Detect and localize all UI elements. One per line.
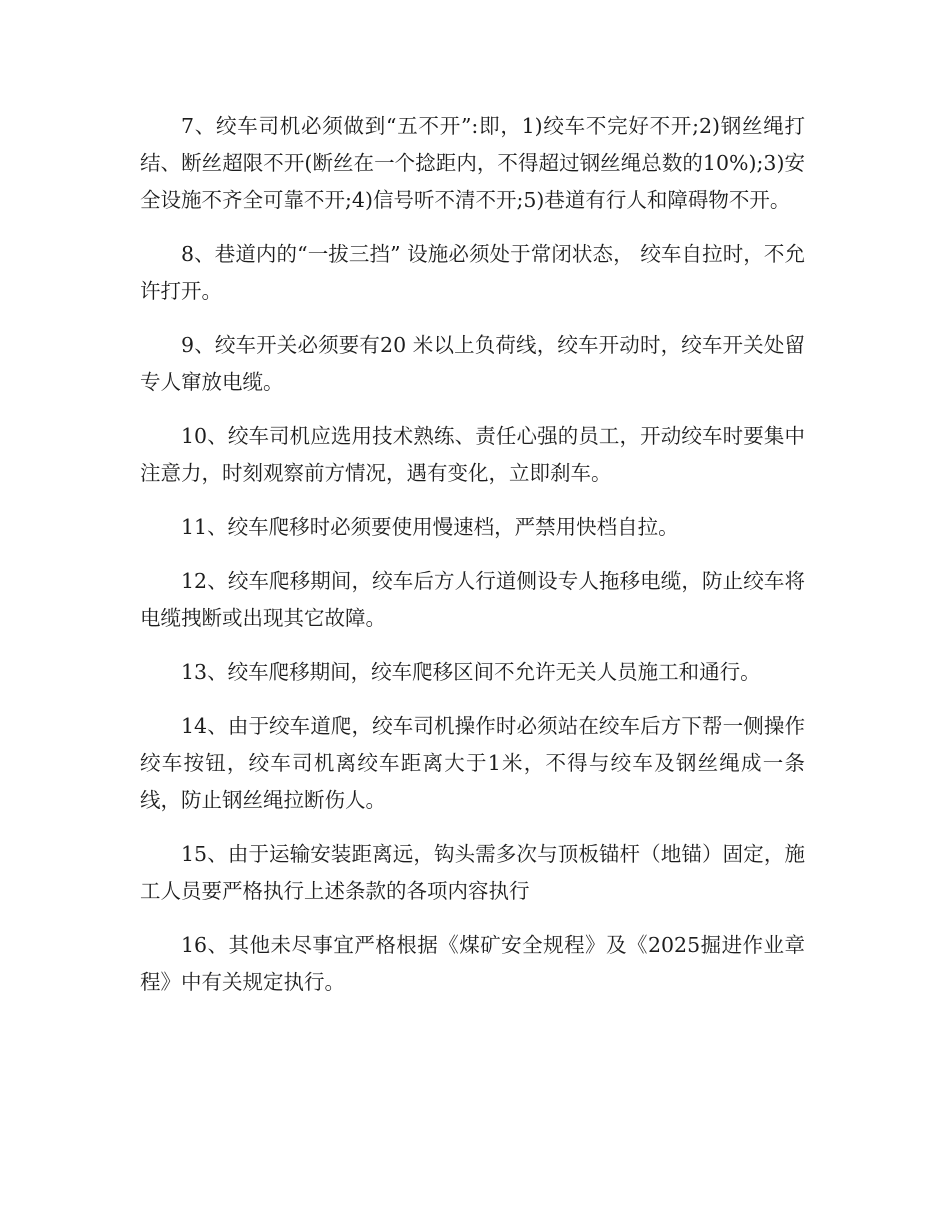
document-body [140, 108, 805, 1018]
paragraph-item-14: 14、由于绞车道爬，绞车司机操作时必须站在绞车后方下帮一侧操作绞车按钮，绞车司机离绞车距离大于1米，不得与绞车及钢丝绳成一条线，防止钢丝绳拉断伤人。 [140, 714, 805, 812]
paragraph-item-11: 11、绞车爬移时必须要使用慢速档，严禁用快档自拉。 [181, 515, 679, 539]
paragraph-item-12: 12、绞车爬移期间，绞车后方人行道侧设专人拖移电缆，防止绞车将电缆拽断或出现其它故障。 [140, 569, 805, 630]
paragraph-item-10: 10、绞车司机应选用技术熟练、责任心强的员工，开动绞车时要集中注意力，时刻观察前方情况，遇有变化，立即刹车。 [140, 424, 805, 485]
paragraph-item-8: 8、巷道内的“一拔三挡” 设施必须处于常闭状态， 绞车自拉时，不允许打开。 [140, 242, 805, 303]
paragraph-item-16: 16、其他未尽事宜严格根据《煤矿安全规程》及《2025掘进作业章程》中有关规定执行。 [140, 933, 805, 994]
paragraph-item-15: 15、由于运输安装距离远，钩头需多次与顶板锚杆（地锚）固定，施工人员要严格执行上述条款的各项内容执行 [140, 842, 805, 903]
paragraph-item-7: 7、绞车司机必须做到“五不开”:即，1)绞车不完好不开;2)钢丝绳打结、断丝超限不开(断丝在一个捻距内，不得超过钢丝绳总数的10%);3)安全设施不齐全可靠不开;4)信号听不清不开;5)巷道有行人和障碍物不开。 [140, 114, 805, 212]
paragraph-item-13: 13、绞车爬移期间，绞车爬移区间不允许无关人员施工和通行。 [181, 660, 761, 684]
paragraph-item-9: 9、绞车开关必须要有20 米以上负荷线，绞车开动时，绞车开关处留专人窜放电缆。 [140, 333, 805, 394]
